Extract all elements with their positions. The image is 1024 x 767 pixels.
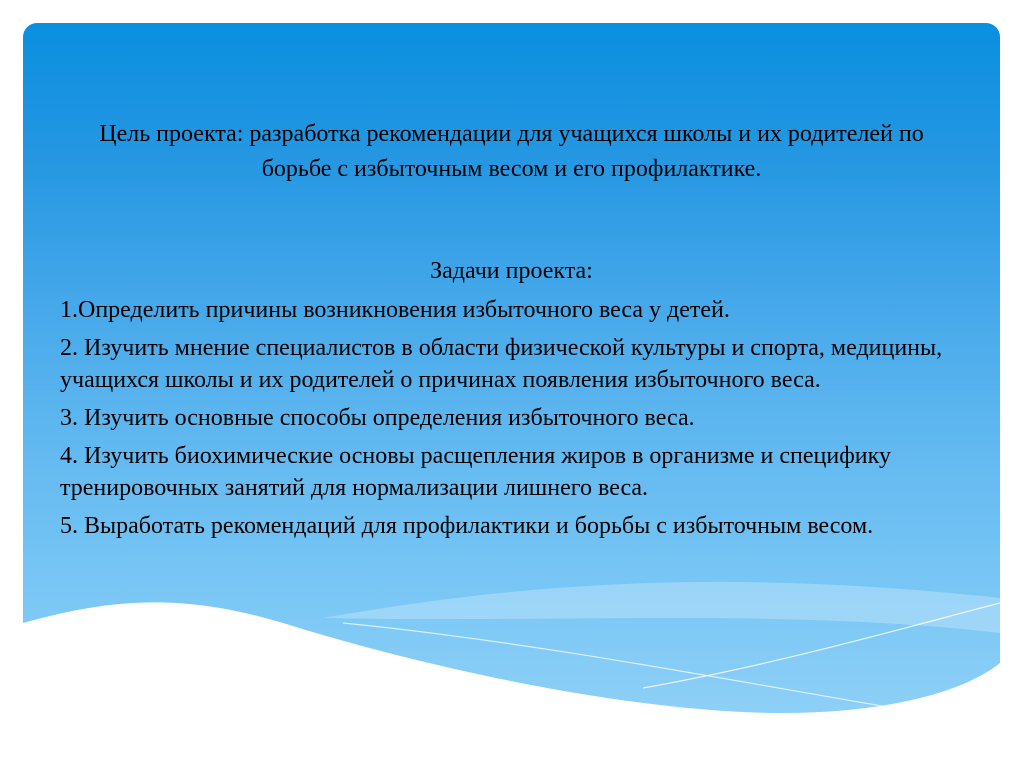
task-item: 5. Выработать рекомендаций для профилактики и борьбы с избыточным весом. xyxy=(60,513,874,539)
slide xyxy=(23,23,1000,723)
tasks-heading: Задачи проекта: xyxy=(430,258,593,284)
task-item: 3. Изучить основные способы определения избыточного веса. xyxy=(60,405,695,431)
slide-content xyxy=(23,23,1000,723)
project-goal: Цель проекта: разработка рекомендации для учащихся школы и их родителей по борьбе с избыточным весом и его профилактике. xyxy=(99,121,924,182)
task-item: 1.Определить причины возникновения избыточного веса у детей. xyxy=(60,297,730,323)
task-item: 2. Изучить мнение специалистов в области физической культуры и спорта, медицины, учащихся школы и их родителей о причинах появления избыточного веса. xyxy=(60,335,943,393)
task-item: 4. Изучить биохимические основы расщепления жиров в организме и специфику тренировочных занятий для нормализации лишнего веса. xyxy=(60,443,891,501)
tasks-list xyxy=(60,294,960,548)
